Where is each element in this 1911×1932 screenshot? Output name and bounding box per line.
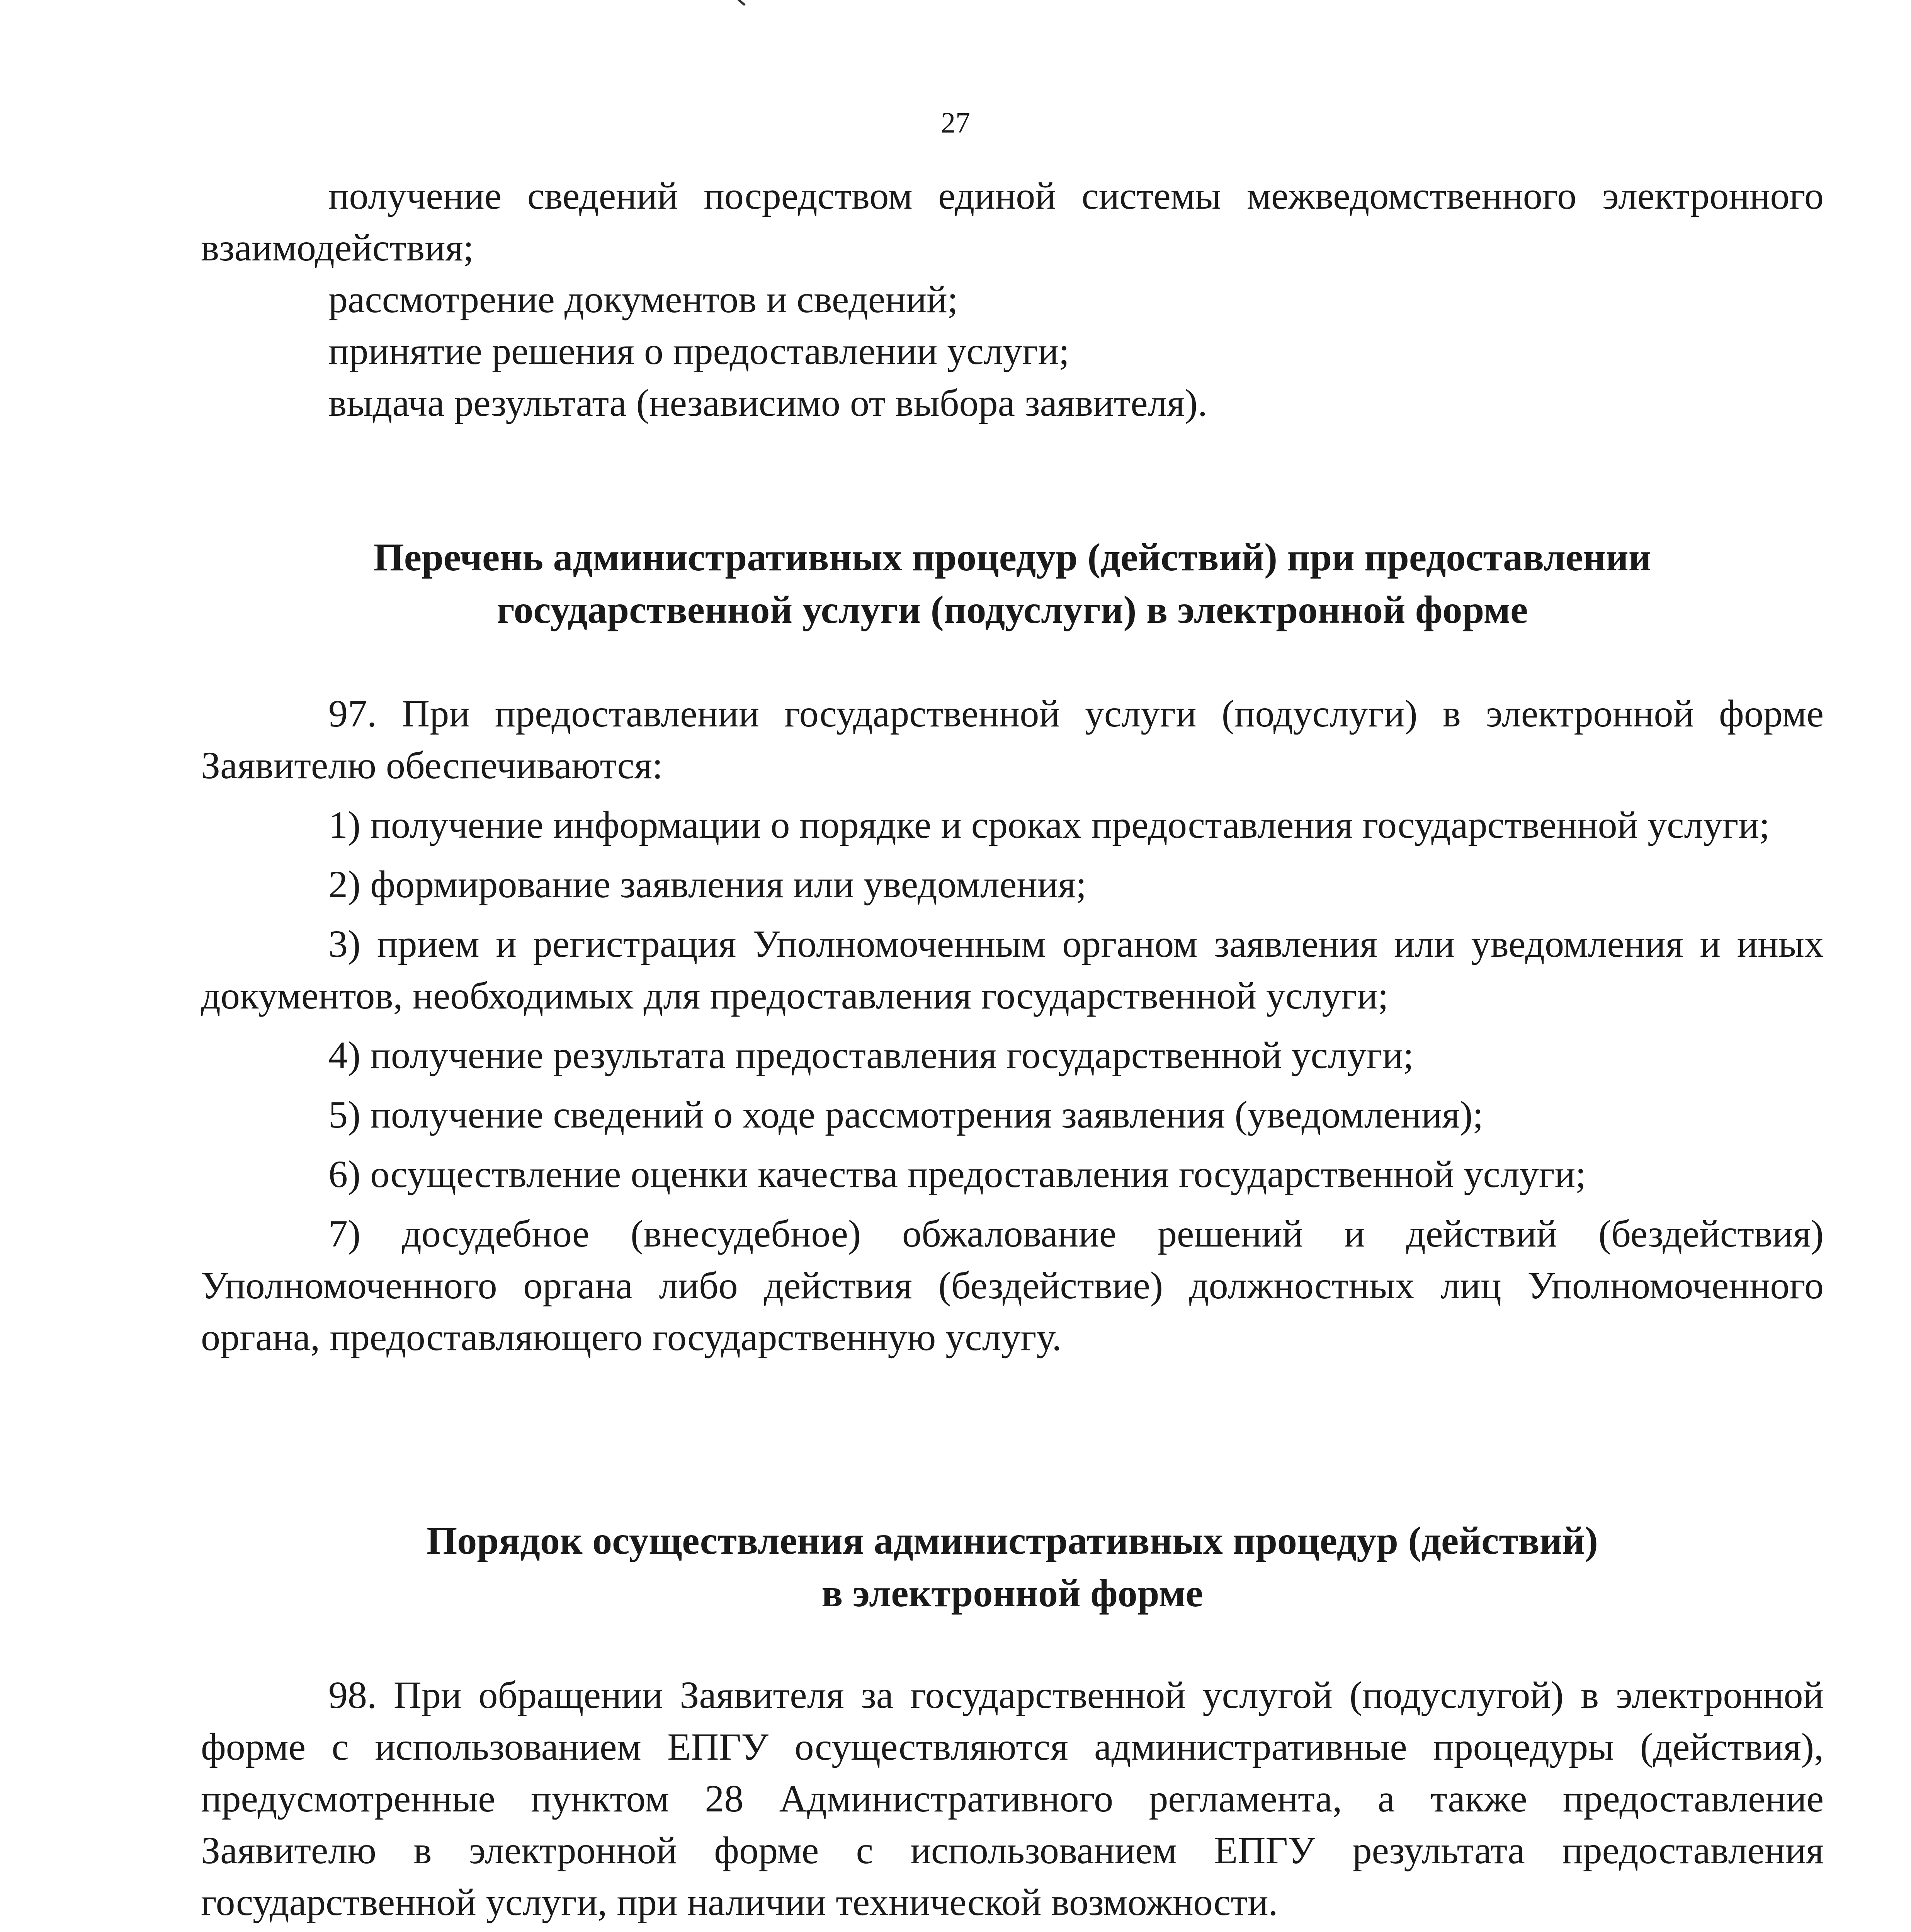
section-2-body — [201, 1669, 1824, 1932]
page-number: 27 — [941, 107, 970, 139]
section-1-heading-line1: Перечень административных процедур (действий) при предоставлении — [373, 536, 1651, 579]
section-1-body — [201, 688, 1824, 1363]
list-item: 6) осуществление оценки качества предоставления государственной услуги; — [328, 1153, 1586, 1196]
intro-line: выдача результата (независимо от выбора заявителя). — [328, 381, 1207, 424]
section-2-heading-line1: Порядок осуществления административных процедур (действий) — [426, 1519, 1598, 1563]
paragraph-99 — [201, 1928, 1824, 1932]
section-1 — [201, 531, 1824, 636]
list-item: 5) получение сведений о ходе рассмотрения заявления (уведомления); — [328, 1093, 1484, 1136]
intro-line: получение сведений посредством единой системы межведомственного электронного взаимодействия; — [201, 174, 1824, 269]
scan-mark — [731, 0, 745, 14]
list-item: 7) досудебное (внесудебное) обжалование решений и действий (бездействия) Уполномоченного органа либо действия (бездействие) должностных лиц Уполномоченного органа, предоставляющего государственную услугу. — [201, 1212, 1824, 1359]
list-item: 3) прием и регистрация Уполномоченным органом заявления или уведомления и иных документов, необходимых для предоставления государственной услуги; — [201, 922, 1824, 1017]
intro-line: рассмотрение документов и сведений; — [328, 278, 958, 321]
list-item: 4) получение результата предоставления государственной услуги; — [328, 1034, 1414, 1077]
paragraph-97: 97. При предоставлении государственной услуги (подуслуги) в электронной форме Заявителю обеспечиваются: — [201, 692, 1824, 787]
paragraph-98: 98. При обращении Заявителя за государственной услугой (подуслугой) в электронной форме с использованием ЕПГУ осуществляются административные процедуры (действия), предусмотренные пунктом 28 Административного регламента, а также предоставление Заявителю в электронной форме с использованием ЕПГУ результата предоставления государственной услуги, при наличии технической возможности. — [201, 1673, 1824, 1923]
list-item: 1) получение информации о порядке и сроках предоставления государственной услуги; — [328, 803, 1770, 846]
section-2-heading-line2: в электронной форме — [821, 1571, 1203, 1615]
intro-block — [201, 170, 1824, 429]
list-item: 2) формирование заявления или уведомления; — [328, 863, 1087, 906]
section-2 — [201, 1515, 1824, 1620]
intro-line: принятие решения о предоставлении услуги; — [328, 330, 1069, 372]
section-1-heading-line2: государственной услуги (подуслуги) в электронной форме — [496, 588, 1528, 632]
